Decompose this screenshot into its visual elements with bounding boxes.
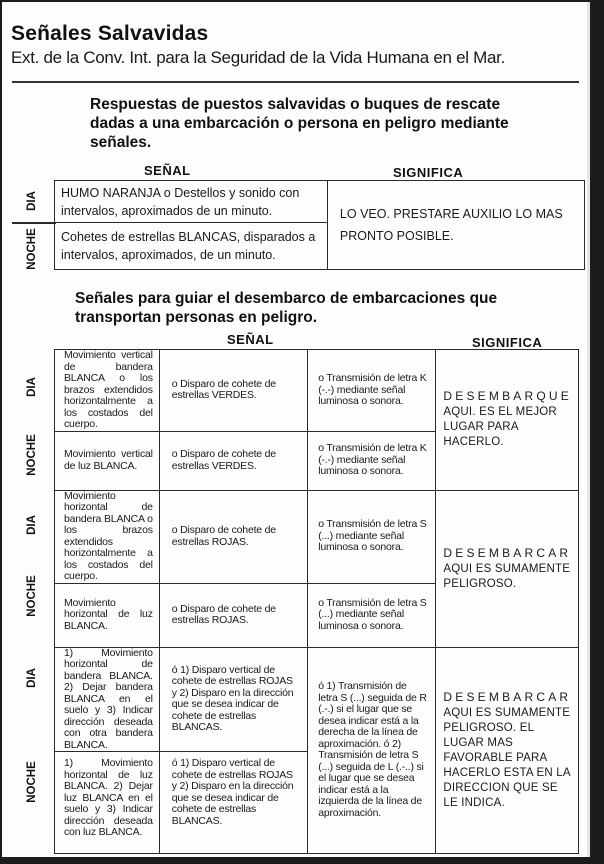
- section2-cell-c: o Transmisión de letra S (...) mediante señal luminosa o sonora.: [308, 583, 436, 647]
- title-divider: [12, 81, 579, 83]
- table-row: [55, 181, 585, 223]
- section2-period-4: NOCHE: [26, 575, 38, 617]
- section2-cell-b: o Disparo de cohete de estrellas ROJAS.: [159, 490, 307, 583]
- section2-cell-b: o Disparo de cohete de estrellas ROJAS.: [159, 583, 307, 647]
- section2-cell-b: ó 1) Disparo vertical de cohete de estrellas ROJAS y 2) Disparo en la dirección que se desea indicar de cohete de estrellas BLANCAS.: [159, 647, 307, 752]
- section2-period-2: NOCHE: [26, 434, 38, 476]
- document-sheet: [2, 2, 590, 857]
- meaning-lead: DESEMBARCAR: [443, 545, 572, 560]
- section2-cell-b: ó 1) Disparo vertical de cohete de estrellas ROJAS y 2) Disparo en la dirección que se desea indicar de cohete de estrellas BLANCAS.: [159, 752, 307, 854]
- section1-table: [54, 180, 585, 270]
- section2-cell-a: Movimiento vertical de bandera BLANCA o los brazos extendidos horizontalmente a los costados del cuerpo.: [55, 350, 160, 432]
- section2-cell-b: o Disparo de cohete de estrellas VERDES.: [159, 350, 307, 432]
- section2-meaning-2: [436, 490, 579, 647]
- section1-signal-header: SEÑAL: [144, 163, 191, 178]
- section2-period-6: NOCHE: [26, 761, 38, 803]
- section2-period-3: DIA: [26, 515, 38, 535]
- section2-meaning-3: [436, 647, 579, 854]
- section2-meaning-header: SIGNIFICA: [472, 335, 543, 350]
- section2-cell-c: o Transmisión de letra K (-.-) mediante señal luminosa o sonora.: [308, 431, 436, 490]
- section1-meaning: LO VEO. PRESTARE AUXILIO LO MAS PRONTO POSIBLE.: [327, 181, 584, 270]
- section2-cell-a: Movimiento vertical de luz BLANCA.: [55, 431, 160, 490]
- section2-period-5: DIA: [26, 668, 38, 688]
- section2-cell-a: Movimiento horizontal de bandera BLANCA o los brazos extendidos horizontalmente a los costados del cuerpo.: [55, 490, 160, 583]
- section2-heading: Señales para guiar el desembarco de embarcaciones que transportan personas en peligro.: [75, 290, 498, 326]
- table-row: [55, 350, 579, 432]
- section2-meaning-1: [436, 350, 579, 491]
- meaning-lead: DESEMBARCAR: [443, 689, 572, 704]
- section1-signal-day: HUMO NARANJA o Destellos y sonido con intervalos, aproximados de un minuto.: [55, 181, 328, 223]
- section2-cell-c: o Transmisión de letra K (-.-) mediante señal luminosa o sonora.: [308, 350, 436, 432]
- meaning-text: AQUI. ES EL MEJOR LUGAR PARA HACERLO.: [443, 406, 557, 449]
- section2-cell-c: o Transmisión de letra S (...) mediante señal luminosa o sonora.: [308, 490, 436, 583]
- section2-cell-c-merged: ó 1) Transmisión de letra S (...) seguida de R (.-.) si el lugar que se desea indicar está a la derecha de la línea de aproximación. ó 2) Transmisión de letra S (...) seguida de L (.-..) si el lugar que se desea indicar está a la izquierda de la línea de aproximación.: [308, 647, 436, 854]
- section2-period-1: DIA: [26, 377, 38, 397]
- meaning-text: AQUI ES SUMAMENTE PELIGROSO. EL LUGAR MAS FAVORABLE PARA HACERLO ESTA EN LA DIRECCION QUE SE LE INDICA.: [443, 706, 571, 809]
- section2-cell-a: 1) Movimiento horizontal de luz BLANCA. 2) Dejar luz BLANCA en el suelo y 3) Indicar dirección deseada con luz BLANCA.: [55, 752, 160, 854]
- section1-heading: Respuestas de puestos salvavidas o buques de rescate dadas a una embarcación o persona en peligro mediante señales.: [90, 96, 509, 151]
- section2-cell-b: o Disparo de cohete de estrellas VERDES.: [159, 431, 307, 490]
- section1-period-night: NOCHE: [26, 228, 38, 270]
- meaning-text: AQUI ES SUMAMENTE PELIGROSO.: [443, 562, 571, 590]
- section2-table: [54, 349, 579, 854]
- section1-label-divider: [12, 222, 56, 224]
- section1-meaning-header: SIGNIFICA: [393, 165, 464, 180]
- page-edge-shadow: [587, 2, 590, 857]
- meaning-lead: DESEMBARQUE: [443, 389, 572, 404]
- section2-signal-header: SEÑAL: [227, 332, 274, 347]
- table-row: [55, 647, 579, 752]
- section2-cell-a: 1) Movimiento horizontal de bandera BLANCA. 2) Dejar bandera BLANCA en el suelo y 3) Indicar dirección deseada con otra bandera BLANCA.: [55, 647, 160, 752]
- document-subtitle: Ext. de la Conv. Int. para la Seguridad de la Vida Humana en el Mar.: [11, 48, 506, 67]
- document-title: Señales Salvavidas: [11, 22, 209, 45]
- section1-signal-night: Cohetes de estrellas BLANCAS, disparados a intervalos, aproximados, de un minuto.: [55, 223, 328, 270]
- table-row: [55, 490, 579, 583]
- section2-cell-a: Movimiento horizontal de luz BLANCA.: [55, 583, 160, 647]
- section1-period-day: DIA: [26, 191, 38, 211]
